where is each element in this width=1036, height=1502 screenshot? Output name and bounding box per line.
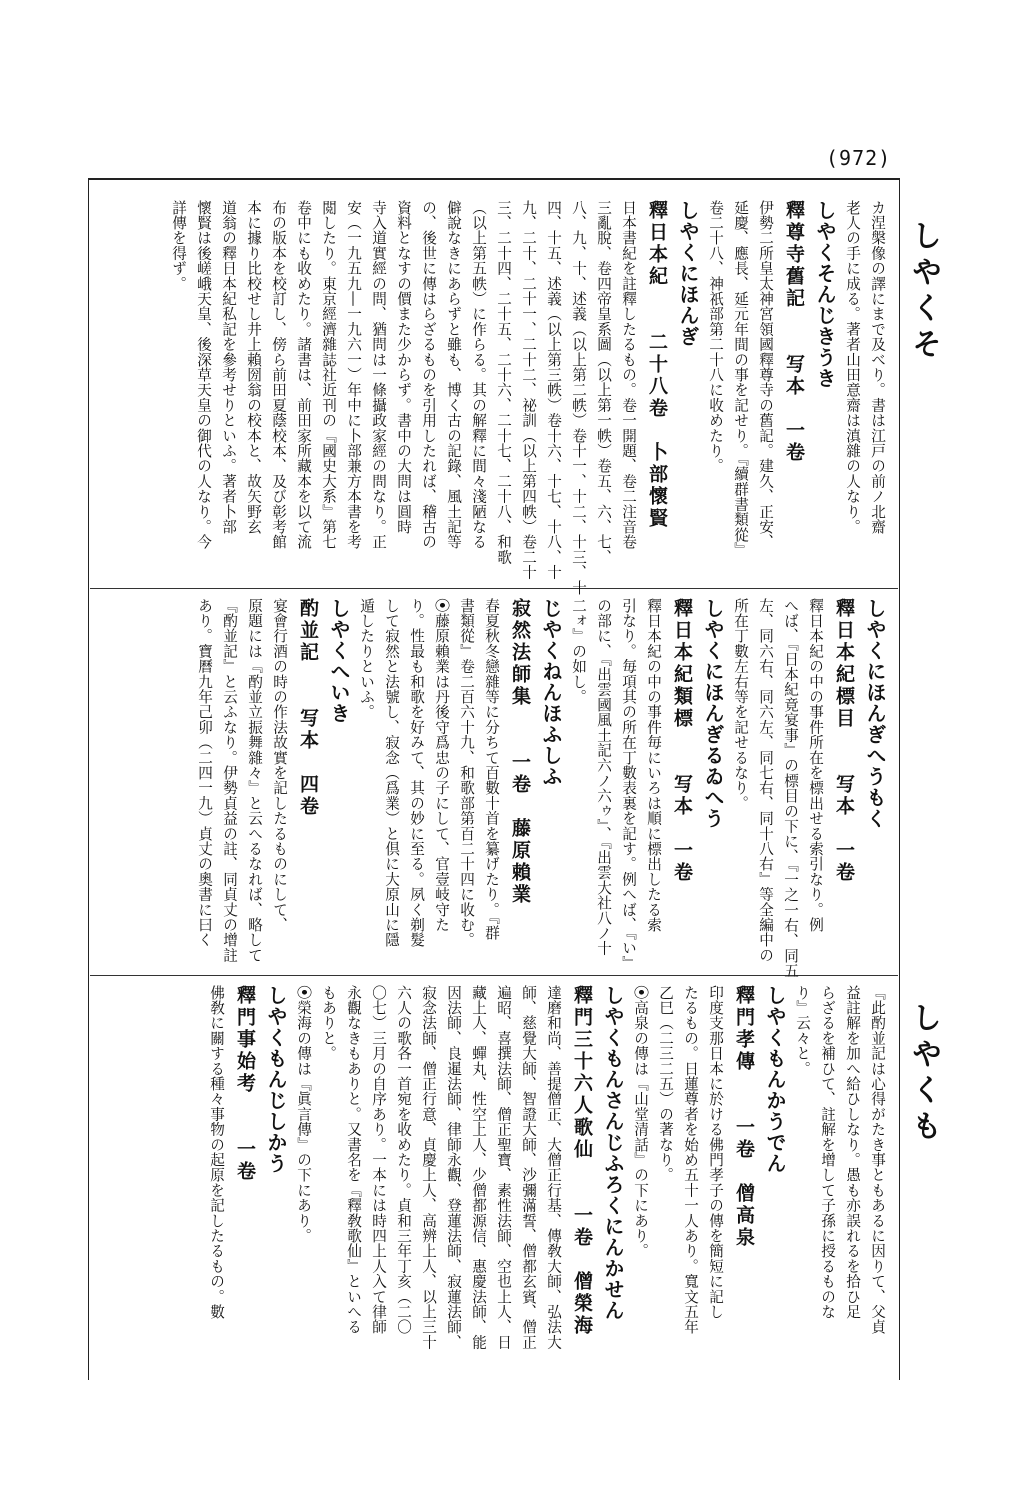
text-column: 日本書紀を註釋したるもの。卷一開題、卷二注音卷: [620, 200, 637, 550]
text-column: 寺入道實經の問、猶問は一條攝政家經の問なり。正: [370, 200, 387, 550]
entry-reading: しやくにほんぎへうもく: [863, 598, 887, 829]
entry-reading: しやくにほんぎ: [676, 200, 700, 347]
text-column: 布の版本を校訂し、傍ら前田夏蔭校本、及び彰考館: [270, 200, 287, 550]
text-column: 本に據り比校せし井上賴圀翁の校本と、故矢野玄: [245, 200, 262, 535]
text-column: 宴會行酒の時の作法故實を記したるものにして、: [271, 598, 288, 933]
text-column: 釋日本紀の中の事件毎にいろは順に標出したる索: [645, 598, 662, 933]
text-band-bottom: [110, 985, 890, 1365]
text-column: カ涅槃像の譯にまで及べり。書は江戸の前ノ北齋: [869, 200, 886, 535]
entry-reading: しやくにほんぎるゐへう: [701, 598, 725, 829]
text-column: もありと。: [320, 985, 337, 1061]
text-column: 閲したり。東京經濟雜誌社近刊の『國史大系』第七: [320, 200, 337, 550]
text-column: 僻說なきにあらずと雖も、博く古の記錄、風土記等: [445, 200, 462, 550]
text-band-middle: [110, 598, 890, 979]
text-column: らざるを補ひて、註解を增して子孫に授るものな: [819, 985, 836, 1320]
entry-reading: しやくもんかうでん: [763, 985, 787, 1174]
text-column: 四、十五、述義（以上第三帙）卷十六、十七、十八、十: [545, 200, 562, 580]
text-column: （以上第五帙）に作らる。其の解釋に間々淺陋なる: [470, 200, 487, 550]
text-column: 乙巳（二三二五）の著なり。: [657, 985, 674, 1183]
text-column: 資料となすの價また少からず。書中の大問は圓時: [395, 200, 412, 535]
text-column: 所在丁數左右等を記せるなり。: [732, 598, 749, 811]
text-column: 道翁の釋日本紀私記を參考せりといふ。著者卜部: [220, 200, 237, 535]
entry-title: 寂然法師集 一卷 藤原賴業: [509, 598, 531, 906]
running-head-bottom: しやくも: [906, 1002, 941, 1146]
text-column: 三亂脫、卷四帝皇系圖（以上第一帙）卷五、六、七、: [595, 200, 612, 565]
text-column: 三、二十四、二十五、二十六、二十七、二十八、和歌: [495, 200, 512, 565]
text-column: 藏上人、蟬丸、性空上人、少僧都源信、惠慶法師、能: [470, 985, 487, 1350]
page-number: (972): [826, 146, 892, 170]
text-column: 遍昭、喜撰法師、僧正聖寶、素性法師、空也上人、日: [495, 985, 512, 1350]
text-column: 左、同六右、同六左、同七右、同十八右』等全編中の: [757, 598, 774, 963]
text-column: 卷中にも收めたり。諸書は、前田家所藏本を以て流: [295, 200, 312, 550]
entry-title: 釋門三十六人歌仙 一卷 僧榮海: [571, 985, 593, 1337]
text-column: 引なり。毎項其の所在丁數表裏を記す。例へば、『い』: [620, 598, 637, 971]
text-column: 師、慈覺大師、智證大師、沙彌滿誓、僧都玄賓、僧正: [520, 985, 537, 1350]
band-divider-1: [90, 588, 898, 589]
text-column: 印度支那日本に於ける佛門孝子の傳を簡短に記し: [707, 985, 724, 1320]
text-column: 寂念法師、僧正行意、貞慶上人、高辨上人、以上三十: [420, 985, 437, 1350]
text-column: 卷二十八、神祇部第二十八に收めたり。: [707, 200, 724, 474]
text-column: の部に、『出雲國風土記六ノ六ゥ』、『出雲大社八ノ十: [595, 598, 612, 957]
text-column: 原題には『酌並立振舞雜々』と云へるなれば、略して: [246, 598, 263, 963]
entry-reading: しやくもんさんじふろくにんかせん: [601, 985, 625, 1321]
text-column: 詳傳を得ず。: [170, 200, 187, 292]
text-column: 八、九、十、述義（以上第二帙）卷十一、十二、十三、十: [570, 200, 587, 596]
text-column: 因法師、良暹法師、律師永觀、登蓮法師、寂蓮法師、: [445, 985, 462, 1350]
text-column: 懷賢は後嵯峨天皇、後深草天皇の御代の人なり。今: [195, 200, 212, 550]
entry-title: 釋門事始考 一卷: [234, 985, 256, 1183]
text-column: 春夏秋冬戀雜等に分ちて百數十首を纂げたり。『群: [483, 598, 500, 941]
text-column: 九、二十、二十一、二十二、祕訓（以上第四帙）卷二十: [520, 200, 537, 580]
text-column: 釋日本紀の中の事件所在を標出せる索引なり。例: [807, 598, 824, 933]
text-column: 達磨和尚、善提僧正、大僧正行基、傳敎大師、弘法大: [545, 985, 562, 1350]
text-column: 伊勢二所皇太神宮領國釋尊寺の舊記。建久、正安、: [757, 200, 774, 550]
entry-title: 釋尊寺舊記 写本 一卷: [783, 200, 805, 464]
text-column: ⦿藤原賴業は丹後守爲忠の子にして、官壹岐守た: [433, 598, 450, 933]
entry-title: 釋日本紀類標 写本 一卷: [671, 598, 693, 884]
running-head-top: しやくそ: [906, 220, 941, 364]
text-column: 永觀なきもありと。又書名を『釋敎歌仙』といへる: [345, 985, 362, 1335]
entry-reading: じやくねんほふしふ: [539, 598, 563, 787]
text-column: して寂然と法號し、寂念（爲業）と倶に大原山に隱: [383, 598, 400, 948]
text-column: 益註解を加へ給ひしなり。愚も亦誤れるを拾ひ足: [844, 985, 861, 1320]
text-column: の、後世に傳はらざるものを引用したれば、稽古の: [420, 200, 437, 550]
text-column: ⦿榮海の傳は『眞言傳』の下にあり。: [295, 985, 312, 1244]
text-column: 老人の手に成る。著者山田意齋は滇雜の人なり。: [844, 200, 861, 535]
text-column: り』云々と。: [794, 985, 811, 1077]
entry-title: 釋門孝傳 一卷 僧高泉: [733, 985, 755, 1249]
band-divider-2: [90, 975, 898, 976]
text-column: 『此酌並記は心得がたき事ともあるに因りて、父貞: [869, 985, 886, 1335]
entry-reading: しやくそんじきうき: [813, 200, 837, 389]
text-column: り。性最も和歌を好みて、其の妙に至る。夙く剃髮: [408, 598, 425, 948]
entry-reading: しやくもんじしかう: [264, 985, 288, 1174]
text-band-top: [100, 200, 890, 596]
text-column: 遁したりといふ。: [358, 598, 375, 720]
text-column: 二ォ』の如し。: [570, 598, 587, 705]
entry-reading: しやくへいき: [327, 598, 351, 724]
text-column: へば、『日本紀竟宴事』の標目の下に、『一之一右、同五: [782, 598, 799, 979]
text-column: 『酌並記』と云ふなり。伊勢貞益の註、同貞丈の增註: [221, 598, 238, 963]
text-column: ⦿高泉の傳は『山堂清話』の下にあり。: [632, 985, 649, 1259]
text-column: あり。寶曆九年己卯（二四一九）貞丈の奧書に曰く: [196, 598, 213, 948]
text-column: 書類從』卷二百六十九、和歌部第百二十四に收む。: [458, 598, 475, 948]
entry-title: 釋日本紀標目 写本 一卷: [833, 598, 855, 884]
text-column: 佛敎に關する種々事物の起原を記したるもの。數: [208, 985, 225, 1320]
entry-title: 釋日本紀 二十八卷 卜部懷賢: [646, 200, 668, 530]
text-column: 〇七）三月の自序あり。一本には時四上人入て律師: [370, 985, 387, 1335]
text-column: 延慶、應長、延元年間の事を記せり。『續群書類從』: [732, 200, 749, 558]
text-column: 六人の歌各一首宛を收めたり。貞和三年丁亥（二〇: [395, 985, 412, 1335]
text-column: 安（一九五九―一九六一）年中に卜部兼方本書を考: [345, 200, 362, 550]
entry-title: 酌並記 写本 四卷: [297, 598, 319, 818]
text-column: たるもの。日蓮尊者を始め五十一人あり。寬文五年: [682, 985, 699, 1335]
